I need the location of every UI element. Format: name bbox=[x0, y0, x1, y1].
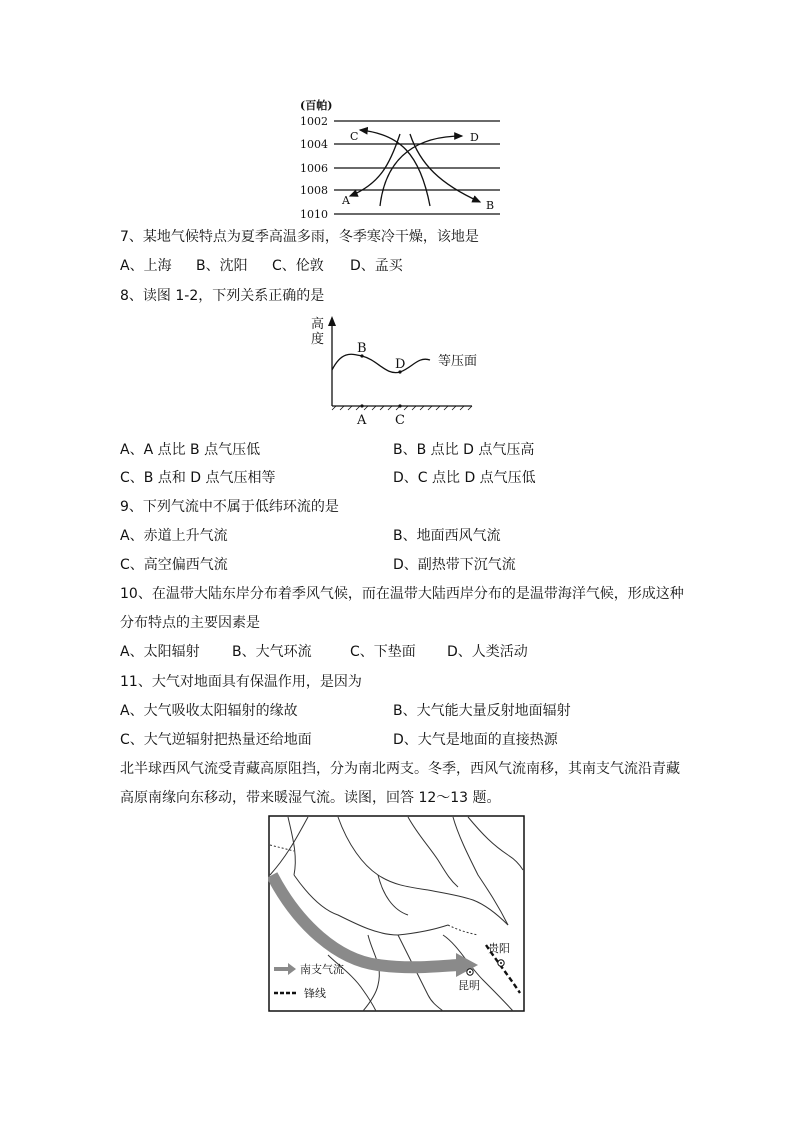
airflow-curve-to-d bbox=[380, 136, 462, 206]
isobaric-surface-label: 等压面 bbox=[438, 354, 478, 369]
map-frame bbox=[269, 816, 524, 1011]
q11-option-d: D、大气是地面的直接热源 bbox=[393, 732, 558, 748]
q11-option-c: C、大气逆辐射把热量还给地面 bbox=[120, 732, 312, 748]
q8-stem: 8、读图 1-2，下列关系正确的是 bbox=[120, 288, 325, 304]
q8-option-d: D、C 点比 D 点气压低 bbox=[393, 470, 536, 486]
q10-option-b: B、大气环流 bbox=[232, 644, 312, 660]
isobar-label-1008: 1008 bbox=[300, 184, 328, 197]
q10-stem-line-1: 10、在温带大陆东岸分布着季风气候，而在温带大陆西岸分布的是温带海洋气候，形成这种 bbox=[120, 586, 684, 602]
pressure-unit-label: (百帕) bbox=[300, 99, 333, 112]
height-axis-label-1: 高 bbox=[311, 317, 325, 332]
q9-option-c: C、高空偏西气流 bbox=[120, 557, 228, 573]
label-c: C bbox=[395, 413, 405, 428]
passage-line-1: 北半球西风气流受青藏高原阻挡，分为南北两支。冬季，西风气流南移，其南支气流沿青藏 bbox=[120, 761, 680, 777]
city-guiyang-label: 贵阳 bbox=[488, 942, 510, 955]
isobaric-surface-figure bbox=[300, 310, 490, 432]
isobar-figure bbox=[290, 94, 510, 222]
isobaric-surface-curve bbox=[332, 354, 430, 372]
point-label-b: B bbox=[486, 199, 495, 212]
q11-stem: 11、大气对地面具有保温作用，是因为 bbox=[120, 674, 362, 690]
q9-option-a: A、赤道上升气流 bbox=[120, 528, 228, 544]
height-axis-arrow bbox=[328, 316, 336, 326]
q9-option-d: D、副热带下沉气流 bbox=[393, 557, 516, 573]
q8-option-c: C、B 点和 D 点气压相等 bbox=[120, 470, 276, 486]
legend-front-label: 锋线 bbox=[304, 987, 326, 1000]
point-a bbox=[360, 404, 363, 407]
q11-option-a: A、大气吸收太阳辐射的缘故 bbox=[120, 703, 298, 719]
q10-option-a: A、太阳辐射 bbox=[120, 644, 200, 660]
q9-option-b: B、地面西风气流 bbox=[393, 528, 501, 544]
q7-option-b: B、沈阳 bbox=[196, 258, 248, 274]
q10-option-c: C、下垫面 bbox=[350, 644, 416, 660]
q10-option-d: D、人类活动 bbox=[447, 644, 528, 660]
q7-option-c: C、伦敦 bbox=[272, 258, 324, 274]
q7-option-d: D、孟买 bbox=[350, 258, 403, 274]
south-branch-airflow-map bbox=[268, 815, 525, 1012]
point-c bbox=[398, 404, 401, 407]
isobar-label-1004: 1004 bbox=[300, 138, 328, 151]
point-label-d: D bbox=[470, 131, 479, 144]
q7-stem: 7、某地气候特点为夏季高温多雨，冬季寒冷干燥，该地是 bbox=[120, 229, 479, 245]
isobar-label-1006: 1006 bbox=[300, 162, 328, 175]
isobar-label-1010: 1010 bbox=[300, 208, 328, 221]
point-label-c: C bbox=[350, 130, 359, 143]
q10-stem-line-2: 分布特点的主要因素是 bbox=[120, 615, 260, 631]
q9-stem: 9、下列气流中不属于低纬环流的是 bbox=[120, 499, 339, 515]
label-b: B bbox=[357, 341, 367, 356]
label-d: D bbox=[395, 357, 406, 372]
city-kunming-label: 昆明 bbox=[458, 979, 480, 992]
legend-flow-label: 南支气流 bbox=[300, 963, 344, 976]
q8-option-a: A、A 点比 B 点气压低 bbox=[120, 442, 261, 458]
q8-option-b: B、B 点比 D 点气压高 bbox=[393, 442, 535, 458]
passage-line-2: 高原南缘向东移动，带来暖湿气流。读图，回答 12～13 题。 bbox=[120, 790, 501, 806]
isobar-label-1002: 1002 bbox=[300, 115, 328, 128]
label-a: A bbox=[357, 413, 367, 428]
point-label-a: A bbox=[342, 194, 350, 207]
q11-option-b: B、大气能大量反射地面辐射 bbox=[393, 703, 571, 719]
height-axis-label-2: 度 bbox=[311, 332, 325, 347]
q7-option-a: A、上海 bbox=[120, 258, 172, 274]
airflow-curve-to-a bbox=[350, 134, 400, 196]
